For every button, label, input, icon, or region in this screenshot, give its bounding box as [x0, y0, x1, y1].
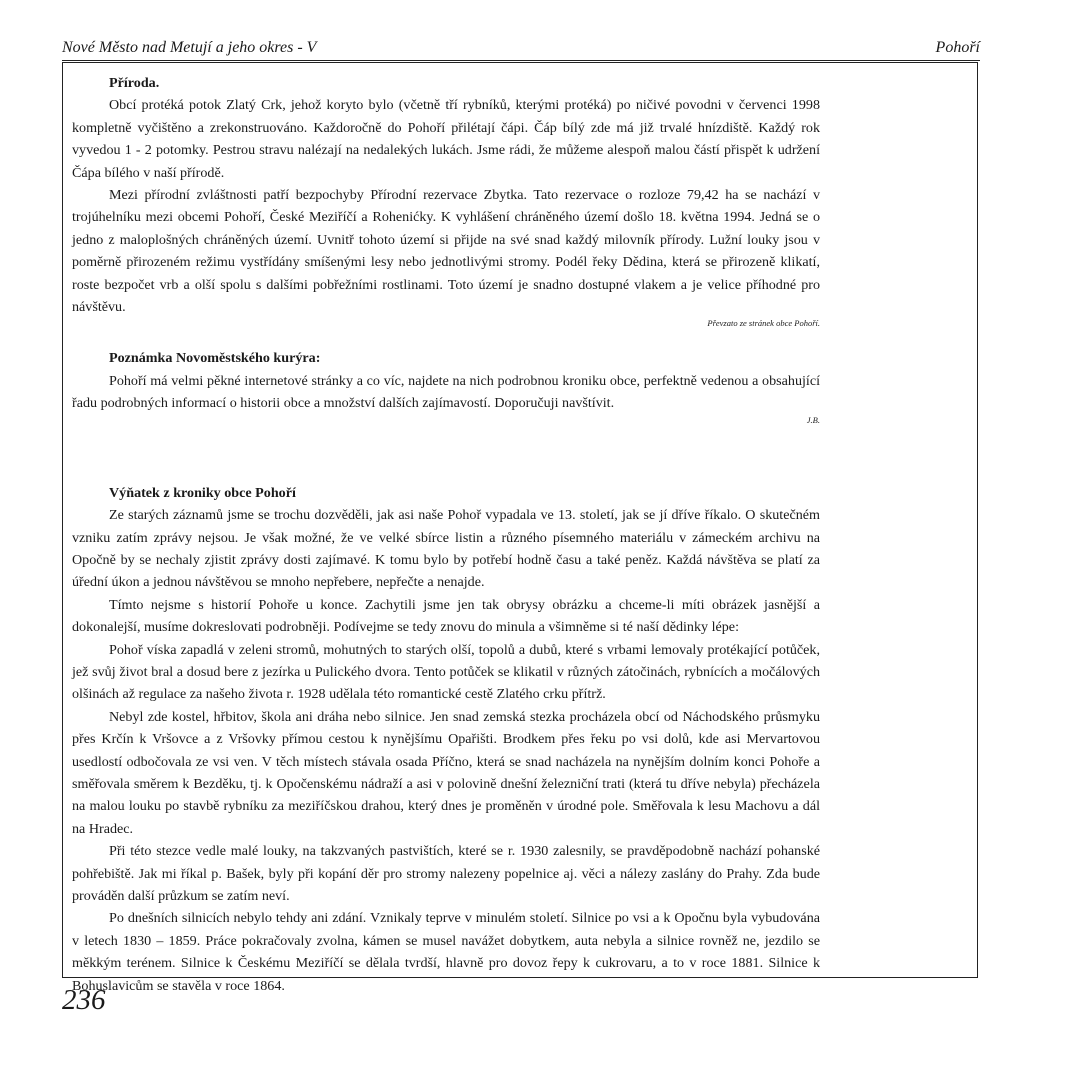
header-rule: [62, 60, 980, 61]
source-note: Převzato ze stránek obce Pohoří.: [707, 318, 820, 329]
running-header: [62, 36, 980, 60]
article-body: [72, 72, 820, 997]
paragraph: Obcí protéká potok Zlatý Crk, jehož koryto bylo (včetně tří rybníků, kterými protéká) po ničivé povodni v červenci 1998 kompletně vyčištěno a zrekonstruováno. Každoročně do Pohoří přilétají čápi. Čáp bílý zde má již trvalé hnízdiště. Každý rok vyvedou 1 - 2 potomky. Pestrou stravu nalézají na nedalekých lukách. Jsme rádi, že můžeme alespoň malou částí přispět k udržení Čápa bílého v naší přírodě.: [72, 97, 820, 181]
section-title: Pohoří: [935, 39, 980, 56]
spacer: [72, 426, 820, 482]
paragraph: Při této stezce vedle malé louky, na takzvaných pastvištích, které se r. 1930 zalesnily, se pravděpodobně nachází pohanské pohřebiště. Jak mi říkal p. Bašek, byly při kopání děr pro stromy nalezeny popelnice aj. věci a nálezy zaslány do Prahy. Zda bude prováděn další průzkum se zatím neví.: [72, 843, 820, 904]
paragraph: Nebyl zde kostel, hřbitov, škola ani dráha nebo silnice. Jen snad zemská stezka procházela obcí od Náchodského průsmyku přes Krčín k Vršovce a z Vršovky přímou cestou k nynějšímu Opařišti. Brodkem přes řeku po vsi dolů, kde asi Mervartovou usedlostí odbočovala ze vsi ven. V těch místech stávala osada Příčno, která se snad nacházela na nynějším dolním konci Pohoře a směřovala směrem k Bezděku, tj. k Opočenskému nádraží a asi v polovině dnešní železniční trati (která tu dříve nebyla) přecházela na malou louku po stavbě rybníku za meziříčskou drahou, který dnes je proměněn v úrodné pole. Směřovala k lesu Machovu a dál na Hradec.: [72, 708, 820, 837]
paragraph: Ze starých záznamů jsme se trochu dozvěděli, jak asi naše Pohoř vypadala ve 13. století, jak se jí dříve říkalo. O skutečném vzniku zatím zprávy nejsou. Je však možné, že ve velké sbírce listin a různého písemného materiálu v zámeckém archivu na Opočně by se nechaly zjistit zprávy dosti zajímavé. K tomu bylo by potřebí hodně času a také peněz. Každá návštěva se platí za úřední úkon a jednou návštěvou se mnoho nepřebere, nepřečte a nenajde.: [72, 507, 820, 591]
paragraph: Pohoř víska zapadlá v zeleni stromů, mohutných to starých olší, topolů a dubů, které s vrbami lemovaly protékající potůček, jež svůj život bral a dosud bere z jezírka u Pulického dvora. Tento potůček se klikatil v různých zátočinách, rybnících a močálových olšinách až regulace za našeho života r. 1928 udělala této romantické cestě Zlatého crku přítrž.: [72, 641, 820, 703]
paragraph: Tímto nejsme s historií Pohoře u konce. Zachytili jsme jen tak obrysy obrázku a chceme-li míti obrázek jasnější a dokonalejší, musíme dokreslovati podrobněji. Podívejme se tedy znovu do minula a všimněme si té naší dědinky lépe:: [72, 596, 820, 636]
section-heading-kronika: Výňatek z kroniky obce Pohoří: [109, 484, 296, 501]
paragraph: Po dnešních silnicích nebylo tehdy ani zdání. Vznikaly teprve v minulém století. Silnice po vsi a k Opočnu byla vybudována v letech 1830 – 1859. Práce pokračovaly zvolna, kámen se musel navážet dobytkem, auta nebyla a silnice rovněž ne, jezdilo se měkkým terénem. Silnice k Českému Meziříčí se dělala tvrdší, hlavně pro dovoz řepy k cukrovaru, a to v roce 1881. Silnice k Bohuslavicům se stavěla v roce 1864.: [72, 910, 820, 994]
section-heading-priroda: Příroda.: [109, 75, 160, 91]
page-number: 236: [62, 984, 106, 1016]
publication-title: Nové Město nad Metují a jeho okres - V: [62, 39, 317, 56]
section-heading-poznamka: Poznámka Novoměstského kurýra:: [109, 350, 321, 367]
paragraph: Pohoří má velmi pěkné internetové stránky a co víc, najdete na nich podrobnou kroniku obce, perfektně vedenou a obsahující řadu podrobných informací o historii obce a množství dalších zajímavostí. Doporučuji navštívit.: [72, 372, 820, 412]
paragraph: Mezi přírodní zvláštnosti patří bezpochyby Přírodní rezervace Zbytka. Tato rezervace o rozloze 79,42 ha se nachází v trojúhelníku mezi obcemi Pohoří, České Meziříčí a Rohenićky. K vyhlášení chráněného území došlo 18. května 1994. Jedná se o jedno z maloplošných chráněných území. Uvnitř tohoto území si přijde na své snad každý milovník přírody. Lužní louky jsou v poměrně přirozeném režimu vystřídány smíšenými lesy nebo jednotlivými stromy. Podél řeky Dědina, která se přirozeně klikatí, roste bezpočet vrb a olší spolu s dalšími pobřežními rostlinami. Toto území je snadno dostupné vlakem a je velice příhodné pro návštěvu.: [72, 187, 820, 316]
signature: J.B.: [806, 414, 820, 425]
spacer: [72, 329, 820, 347]
